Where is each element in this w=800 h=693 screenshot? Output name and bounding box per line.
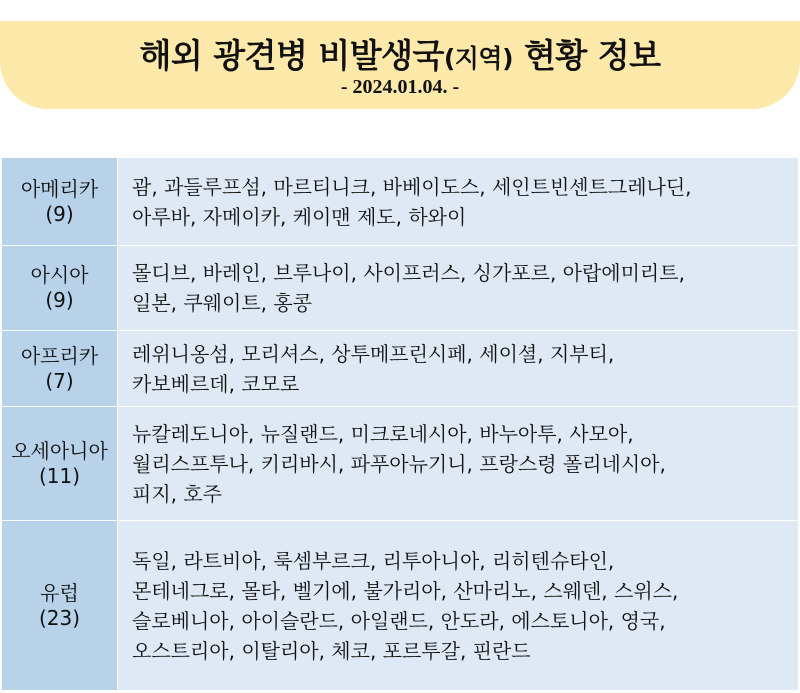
country-line: 일본, 쿠웨이트, 홍콩 bbox=[132, 291, 312, 315]
country-line: 카보베르데, 코모로 bbox=[132, 371, 300, 396]
country-line: 몰디브, 바레인, 브루나이, 사이프러스, 싱가포르, 아랍에미리트, bbox=[132, 261, 685, 285]
country-line: 독일, 라트비아, 룩셈부르크, 리투아니아, 리히텐슈타인, bbox=[132, 548, 615, 573]
country-list bbox=[118, 246, 799, 331]
region-name: 유럽 bbox=[40, 580, 79, 605]
page-title bbox=[0, 30, 800, 77]
region-count: (9) bbox=[45, 201, 74, 226]
country-list bbox=[118, 521, 799, 691]
region-cell bbox=[2, 246, 118, 331]
title-suffix: 현황 정보 bbox=[513, 36, 661, 75]
region-row-oceania bbox=[2, 407, 799, 521]
country-line: 슬로베니아, 아이슬란드, 아일랜드, 안도라, 에스토니아, 영국, bbox=[132, 608, 666, 633]
title-paren: (지역) bbox=[443, 44, 514, 73]
region-row-africa bbox=[2, 331, 799, 407]
country-line: 피지, 호주 bbox=[132, 481, 222, 506]
region-count: (11) bbox=[38, 463, 81, 488]
region-count: (7) bbox=[45, 368, 74, 393]
country-line: 오스트리아, 이탈리아, 체코, 포르투갈, 핀란드 bbox=[132, 638, 531, 663]
country-list bbox=[118, 158, 799, 246]
country-list bbox=[118, 331, 799, 407]
region-name: 아시아 bbox=[30, 263, 89, 287]
country-line: 괌, 과들루프섬, 마르티니크, 바베이도스, 세인트빈센트그레나딘, bbox=[132, 174, 692, 199]
region-count: (9) bbox=[45, 288, 74, 312]
region-count: (23) bbox=[38, 605, 81, 630]
country-line: 몬테네그로, 몰타, 벨기에, 불가리아, 산마리노, 스웨덴, 스위스, bbox=[132, 578, 679, 603]
region-row-asia bbox=[2, 246, 799, 331]
title-main: 해외 광견병 비발생국 bbox=[139, 36, 444, 75]
region-cell bbox=[2, 331, 118, 407]
region-name: 아메리카 bbox=[20, 176, 99, 201]
country-line: 레위니옹섬, 모리셔스, 상투메프린시페, 세이셜, 지부티, bbox=[132, 341, 615, 366]
region-cell bbox=[2, 158, 118, 246]
country-line: 뉴칼레도니아, 뉴질랜드, 미크로네시아, 바누아투, 사모아, bbox=[132, 421, 634, 446]
region-row-europe bbox=[2, 521, 799, 691]
date-line: - 2024.01.04. - bbox=[340, 76, 460, 98]
region-name: 아프리카 bbox=[20, 343, 99, 368]
region-table bbox=[1, 157, 799, 691]
region-name: 오세아니아 bbox=[11, 438, 108, 463]
country-line: 월리스프투나, 키리바시, 파푸아뉴기니, 프랑스령 폴리네시아, bbox=[132, 451, 666, 476]
region-row-america bbox=[2, 158, 799, 246]
region-cell bbox=[2, 521, 118, 691]
country-list bbox=[118, 407, 799, 521]
country-line: 아루바, 자메이카, 케이맨 제도, 하와이 bbox=[132, 204, 467, 229]
region-cell bbox=[2, 407, 118, 521]
